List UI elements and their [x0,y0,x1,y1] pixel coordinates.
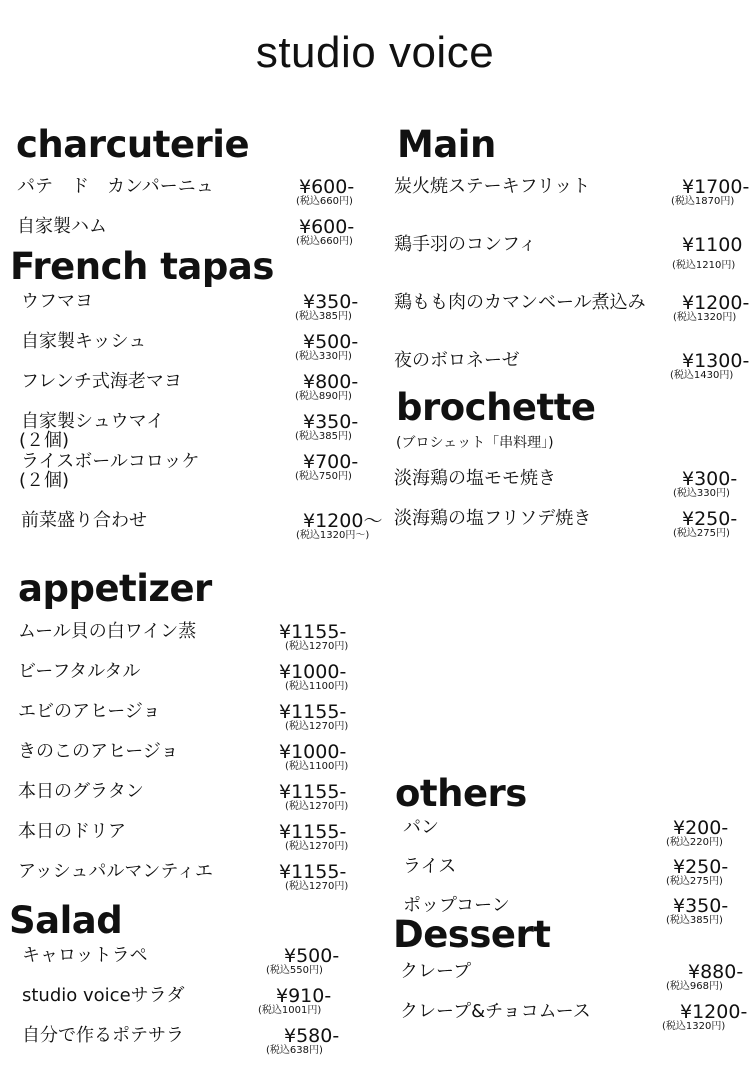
item-name: キャロットラペ [22,945,148,966]
item-name: 夜のボロネーゼ [394,350,520,371]
item-name: 鶏手羽のコンフィ [394,234,537,255]
item-name-note: (２個) [19,430,70,451]
item-price: ¥1000- [279,741,347,763]
section-appetizer [18,567,212,611]
main-list [394,176,750,390]
section-heading: French tapas [10,245,274,288]
menu-item [18,781,378,821]
item-name: ライス [403,856,457,877]
item-tax: (税込1100円) [285,681,349,692]
item-tax: (税込275円) [666,876,723,887]
item-tax: (税込1210円) [672,260,736,271]
item-price: ¥250- [682,508,738,530]
section-heading: brochette [396,386,596,429]
item-price: ¥350- [673,895,729,917]
item-price: ¥1700- [682,176,750,198]
item-name: studio voiceサラダ [22,985,185,1006]
item-tax: (税込385円) [666,915,723,926]
menu-item [21,331,381,371]
item-tax: (税込385円) [295,311,352,322]
menu-item [21,510,381,550]
item-name: フレンチ式海老マヨ [21,371,182,392]
item-tax: (税込638円) [266,1045,323,1056]
item-name: クレープ [400,961,472,982]
section-heading: Salad [9,899,123,942]
section-charcuterie [16,123,249,167]
menu-item [394,176,750,234]
section-heading: others [395,772,527,815]
item-tax: (税込1100円) [285,761,349,772]
menu-item [403,856,746,895]
item-tax: (税込1430円) [670,370,734,381]
menu-item [18,821,378,861]
item-price: ¥300- [682,468,738,490]
item-tax: (税込385円) [295,431,352,442]
item-price: ¥1200- [682,292,750,314]
brochette-list [394,468,746,548]
section-subtitle: (ブロシェット「串料理」) [396,435,554,451]
item-price: ¥1155- [279,821,347,843]
menu-item [21,451,381,510]
menu-item [22,1025,382,1065]
item-price: ¥580- [284,1025,340,1047]
item-price: ¥1200- [680,1001,748,1023]
item-tax: (税込1320円) [662,1021,726,1032]
item-price: ¥500- [303,331,359,353]
menu-item [403,817,746,856]
menu-item [18,861,378,901]
item-name: パン [403,817,439,838]
item-name: 自分で作るポテサラ [22,1025,184,1046]
section-heading: appetizer [18,567,212,610]
item-name: 前菜盛り合わせ [21,510,147,531]
item-tax: (税込220円) [666,837,723,848]
item-name: 自家製ハム [17,216,107,237]
item-tax: (税込1001円) [258,1005,322,1016]
item-name-note: (２個) [19,470,70,491]
menu-item [22,985,382,1025]
menu-item [21,291,381,331]
item-price: ¥1155- [279,781,347,803]
item-tax: (税込890円) [295,391,352,402]
item-name: 本日のグラタン [18,781,144,802]
item-name: パテ ド カンパーニュ [17,176,214,197]
appetizer-list [18,621,378,901]
item-price: ¥600- [299,176,355,198]
item-name: 淡海鶏の塩フリソデ焼き [394,508,592,529]
item-price: ¥350- [303,411,359,433]
item-price: ¥800- [303,371,359,393]
salad-list [22,945,382,1065]
section-dessert [393,913,550,957]
item-name: 鶏もも肉のカマンベール煮込み [394,292,646,313]
section-main [397,123,496,167]
item-name: アッシュパルマンティエ [18,861,213,882]
menu-item [394,292,750,350]
item-tax: (税込1320円) [673,312,737,323]
item-tax: (税込750円) [295,471,352,482]
menu-item [394,234,746,292]
menu-item [21,371,381,411]
item-price: ¥500- [284,945,340,967]
charcuterie-list [17,176,377,256]
item-price: ¥1300- [682,350,750,372]
item-tax: (税込1870円) [671,196,735,207]
item-price: ¥880- [688,961,744,983]
item-name: ライスボールコロッケ [21,451,200,472]
menu-item [394,508,746,548]
item-tax: (税込660円) [296,196,353,207]
item-price: ¥1000- [279,661,347,683]
menu-item [400,961,746,1001]
item-name: 自家製キッシュ [21,331,147,352]
menu-item [400,1001,746,1041]
item-tax: (税込1270円) [285,801,349,812]
item-price: ¥1100 [682,234,743,256]
item-name: 淡海鶏の塩モモ焼き [394,468,556,489]
item-name: エビのアヒージョ [18,701,161,722]
item-price: ¥600- [299,216,355,238]
menu-item [18,661,378,701]
item-tax: (税込330円) [673,488,730,499]
item-price: ¥1155- [279,701,347,723]
section-brochette [396,386,596,452]
menu-title: studio voice [255,28,495,77]
item-price: ¥910- [276,985,332,1007]
item-tax: (税込660円) [296,236,353,247]
menu-item [18,701,378,741]
item-price: ¥1200〜 [303,510,383,532]
item-tax: (税込1270円) [285,641,349,652]
item-price: ¥200- [673,817,729,839]
menu-item [22,945,382,985]
menu-item [394,468,746,508]
item-name: きのこのアヒージョ [18,741,179,762]
item-price: ¥250- [673,856,729,878]
french-tapas-list [21,291,381,550]
menu-item [17,176,377,216]
section-salad [9,899,122,943]
item-name: ビーフタルタル [18,661,141,682]
item-price: ¥350- [303,291,359,313]
item-tax: (税込1320円〜) [296,530,370,541]
item-name: クレープ&チョコムース [400,1001,591,1022]
item-name: 炭火焼ステーキフリット [394,176,591,197]
item-name: ムール貝の白ワイン蒸 [18,621,197,642]
section-heading: charcuterie [16,123,250,166]
item-name: 自家製シュウマイ [21,411,165,432]
item-name: 本日のドリア [18,821,126,842]
section-others [395,772,527,816]
section-heading: Dessert [393,913,551,956]
item-tax: (税込1270円) [285,841,349,852]
item-price: ¥1155- [279,621,347,643]
item-name: ポップコーン [403,895,510,916]
section-french-tapas [10,245,274,289]
menu-item [18,621,378,661]
item-tax: (税込968円) [666,981,723,992]
item-tax: (税込1270円) [285,881,349,892]
item-tax: (税込330円) [295,351,352,362]
menu-item [394,350,750,390]
item-name: ウフマヨ [21,291,93,312]
item-tax: (税込550円) [266,965,323,976]
item-price: ¥1155- [279,861,347,883]
item-tax: (税込1270円) [285,721,349,732]
menu-item [18,741,378,781]
item-tax: (税込275円) [673,528,730,539]
item-price: ¥700- [303,451,359,473]
menu-item [21,411,381,451]
section-heading: Main [397,123,496,166]
dessert-list [400,961,746,1041]
